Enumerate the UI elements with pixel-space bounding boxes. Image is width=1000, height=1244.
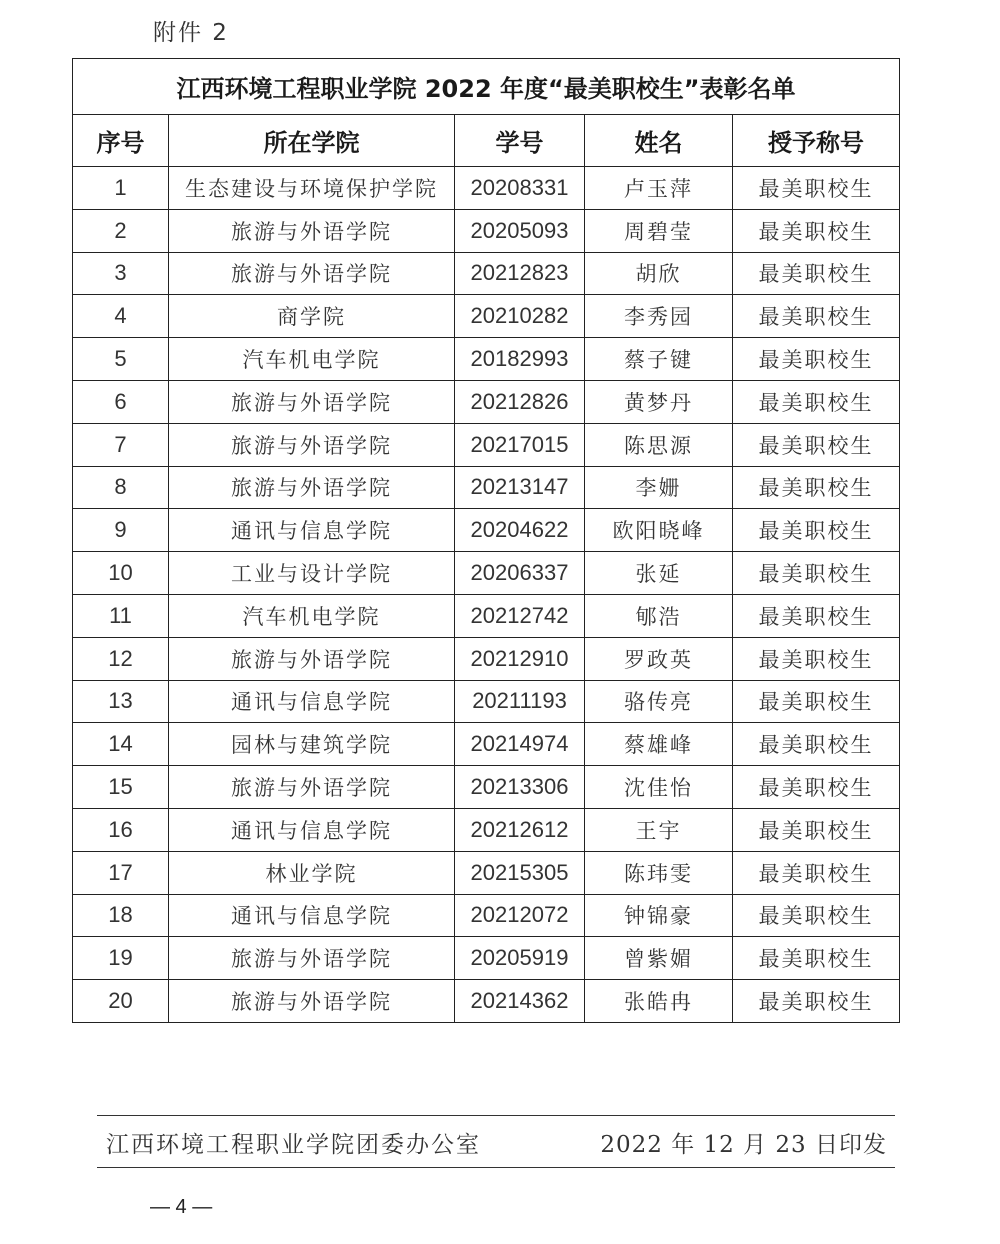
cell-student-id: 20206337 [455, 552, 585, 595]
header-no: 序号 [73, 115, 169, 167]
cell-name: 罗政英 [585, 637, 733, 680]
cell-name: 李秀园 [585, 295, 733, 338]
table-row [73, 380, 900, 423]
cell-award: 最美职校生 [733, 680, 900, 723]
cell-student-id: 20214362 [455, 980, 585, 1023]
cell-award: 最美职校生 [733, 338, 900, 381]
footer-top-rule [97, 1115, 895, 1116]
cell-award: 最美职校生 [733, 380, 900, 423]
table-row [73, 552, 900, 595]
header-name: 姓名 [585, 115, 733, 167]
cell-award: 最美职校生 [733, 637, 900, 680]
cell-name: 沈佳怡 [585, 766, 733, 809]
table-row [73, 167, 900, 210]
cell-student-id: 20212826 [455, 380, 585, 423]
cell-student-id: 20205093 [455, 209, 585, 252]
table-row [73, 338, 900, 381]
cell-college: 旅游与外语学院 [169, 766, 455, 809]
cell-award: 最美职校生 [733, 808, 900, 851]
cell-award: 最美职校生 [733, 851, 900, 894]
table-row [73, 851, 900, 894]
cell-award: 最美职校生 [733, 466, 900, 509]
cell-name: 胡欣 [585, 252, 733, 295]
cell-no: 11 [73, 594, 169, 637]
cell-no: 9 [73, 509, 169, 552]
cell-award: 最美职校生 [733, 252, 900, 295]
table-row [73, 295, 900, 338]
cell-no: 19 [73, 937, 169, 980]
cell-no: 18 [73, 894, 169, 937]
cell-award: 最美职校生 [733, 594, 900, 637]
table-row [73, 980, 900, 1023]
table-row [73, 509, 900, 552]
cell-no: 3 [73, 252, 169, 295]
cell-college: 通讯与信息学院 [169, 680, 455, 723]
cell-college: 汽车机电学院 [169, 594, 455, 637]
table-row [73, 894, 900, 937]
cell-student-id: 20204622 [455, 509, 585, 552]
table-row [73, 209, 900, 252]
cell-award: 最美职校生 [733, 766, 900, 809]
cell-no: 16 [73, 808, 169, 851]
cell-no: 1 [73, 167, 169, 210]
header-award: 授予称号 [733, 115, 900, 167]
cell-student-id: 20213147 [455, 466, 585, 509]
cell-college: 旅游与外语学院 [169, 209, 455, 252]
cell-name: 陈玮雯 [585, 851, 733, 894]
cell-no: 6 [73, 380, 169, 423]
cell-no: 7 [73, 423, 169, 466]
table-title: 江西环境工程职业学院 2022 年度“最美职校生”表彰名单 [73, 59, 900, 115]
cell-name: 黄梦丹 [585, 380, 733, 423]
cell-no: 17 [73, 851, 169, 894]
cell-college: 通讯与信息学院 [169, 894, 455, 937]
cell-name: 王宇 [585, 808, 733, 851]
cell-student-id: 20212823 [455, 252, 585, 295]
table-row [73, 680, 900, 723]
table-row [73, 252, 900, 295]
footer-bottom-rule [97, 1167, 895, 1168]
cell-name: 钟锦豪 [585, 894, 733, 937]
cell-student-id: 20212612 [455, 808, 585, 851]
cell-award: 最美职校生 [733, 167, 900, 210]
cell-student-id: 20212910 [455, 637, 585, 680]
cell-no: 14 [73, 723, 169, 766]
cell-college: 旅游与外语学院 [169, 466, 455, 509]
cell-student-id: 20213306 [455, 766, 585, 809]
cell-name: 骆传亮 [585, 680, 733, 723]
table-row [73, 723, 900, 766]
cell-no: 13 [73, 680, 169, 723]
table-row [73, 466, 900, 509]
cell-college: 工业与设计学院 [169, 552, 455, 595]
table-row [73, 808, 900, 851]
cell-college: 通讯与信息学院 [169, 808, 455, 851]
cell-college: 旅游与外语学院 [169, 252, 455, 295]
cell-student-id: 20214974 [455, 723, 585, 766]
cell-award: 最美职校生 [733, 509, 900, 552]
cell-name: 李姗 [585, 466, 733, 509]
cell-award: 最美职校生 [733, 937, 900, 980]
table-row [73, 937, 900, 980]
cell-student-id: 20217015 [455, 423, 585, 466]
cell-college: 商学院 [169, 295, 455, 338]
award-roster-table [72, 58, 900, 1023]
cell-name: 蔡雄峰 [585, 723, 733, 766]
table-row [73, 766, 900, 809]
cell-college: 旅游与外语学院 [169, 380, 455, 423]
cell-college: 旅游与外语学院 [169, 423, 455, 466]
table-row [73, 594, 900, 637]
cell-student-id: 20212072 [455, 894, 585, 937]
cell-award: 最美职校生 [733, 423, 900, 466]
cell-student-id: 20205919 [455, 937, 585, 980]
cell-award: 最美职校生 [733, 295, 900, 338]
cell-college: 通讯与信息学院 [169, 509, 455, 552]
cell-college: 园林与建筑学院 [169, 723, 455, 766]
header-row [73, 115, 900, 167]
cell-college: 旅游与外语学院 [169, 980, 455, 1023]
cell-student-id: 20182993 [455, 338, 585, 381]
cell-student-id: 20215305 [455, 851, 585, 894]
cell-college: 生态建设与环境保护学院 [169, 167, 455, 210]
cell-no: 12 [73, 637, 169, 680]
cell-award: 最美职校生 [733, 552, 900, 595]
cell-no: 5 [73, 338, 169, 381]
cell-college: 旅游与外语学院 [169, 937, 455, 980]
cell-name: 张皓冉 [585, 980, 733, 1023]
cell-college: 旅游与外语学院 [169, 637, 455, 680]
cell-name: 卢玉萍 [585, 167, 733, 210]
header-college: 所在学院 [169, 115, 455, 167]
cell-name: 蔡子键 [585, 338, 733, 381]
cell-college: 林业学院 [169, 851, 455, 894]
cell-name: 郇浩 [585, 594, 733, 637]
cell-no: 20 [73, 980, 169, 1023]
cell-student-id: 20211193 [455, 680, 585, 723]
roster-body [73, 167, 900, 1023]
cell-college: 汽车机电学院 [169, 338, 455, 381]
header-student-id: 学号 [455, 115, 585, 167]
page-number: — 4 — [150, 1196, 213, 1218]
cell-name: 曾紫媚 [585, 937, 733, 980]
cell-name: 周碧莹 [585, 209, 733, 252]
cell-award: 最美职校生 [733, 894, 900, 937]
table-row [73, 637, 900, 680]
cell-no: 15 [73, 766, 169, 809]
issue-date: 2022 年 12 月 23 日印发 [600, 1132, 887, 1158]
cell-name: 陈思源 [585, 423, 733, 466]
cell-no: 10 [73, 552, 169, 595]
cell-name: 欧阳晓峰 [585, 509, 733, 552]
cell-award: 最美职校生 [733, 209, 900, 252]
cell-student-id: 20210282 [455, 295, 585, 338]
cell-no: 2 [73, 209, 169, 252]
cell-name: 张延 [585, 552, 733, 595]
cell-no: 4 [73, 295, 169, 338]
issuer-office: 江西环境工程职业学院团委办公室 [106, 1132, 481, 1158]
cell-student-id: 20212742 [455, 594, 585, 637]
table-row [73, 423, 900, 466]
cell-award: 最美职校生 [733, 980, 900, 1023]
cell-award: 最美职校生 [733, 723, 900, 766]
attachment-label: 附件 2 [153, 20, 229, 46]
cell-no: 8 [73, 466, 169, 509]
cell-student-id: 20208331 [455, 167, 585, 210]
